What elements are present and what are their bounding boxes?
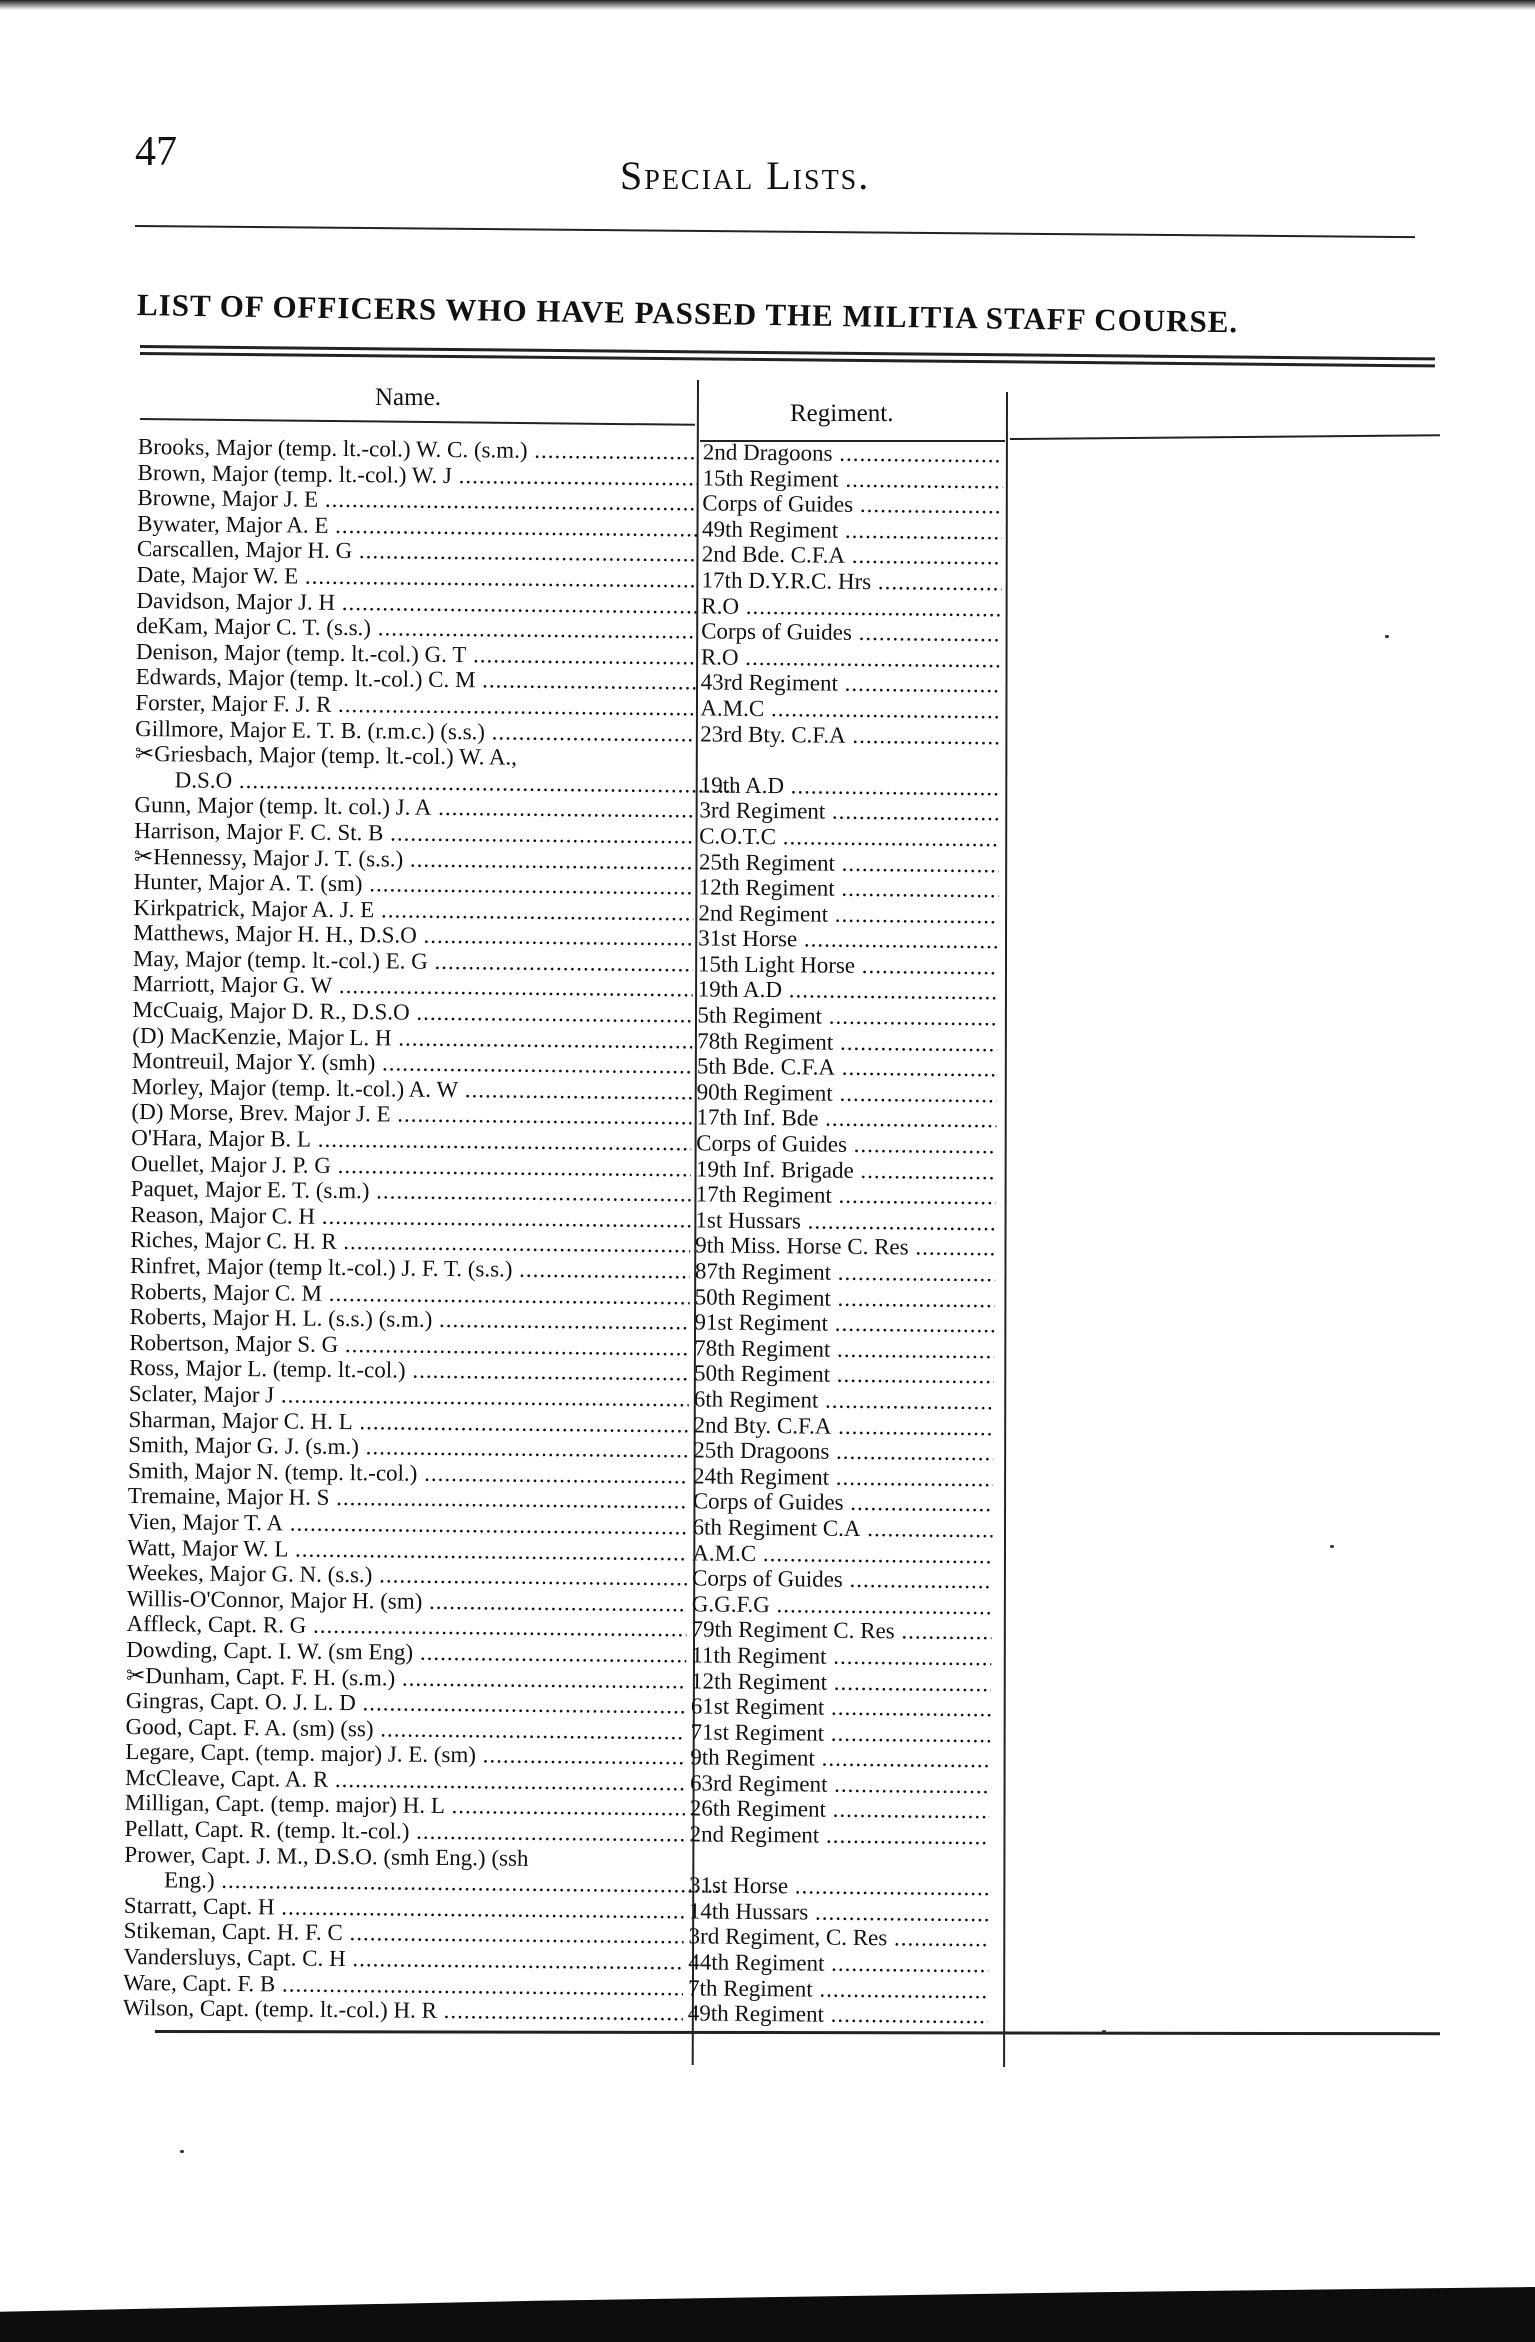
regiment-cell: 61st Regiment .....	[691, 1693, 991, 1721]
scan-speck	[180, 2150, 184, 2153]
officer-name-cell: Ross, Major L. (temp. lt.-col.) .....	[129, 1355, 689, 1386]
regiment-cell: 78th Regiment .....	[694, 1335, 994, 1363]
regiment-cell: R.O .....	[701, 644, 1001, 672]
regiment-cell: 2nd Bde. C.F.A .....	[702, 542, 1002, 570]
regiment-cell: 2nd Bty. C.F.A .....	[693, 1412, 993, 1440]
officer-name-cell: Good, Capt. F. A. (sm) (ss) .....	[125, 1714, 685, 1745]
officer-name-cell: Weekes, Major G. N. (s.s.) .....	[127, 1560, 687, 1591]
regiment-cell: 1st Hussars .....	[695, 1207, 995, 1235]
officer-name-cell: Legare, Capt. (temp. major) J. E. (sm) .....	[125, 1739, 685, 1770]
officer-name-cell: deKam, Major C. T. (s.s.) .....	[136, 613, 696, 644]
officer-name-cell: Smith, Major G. J. (s.m.) .....	[128, 1432, 688, 1463]
officer-name-cell: Marriott, Major G. W .....	[133, 971, 693, 1002]
regiment-cell: 26th Regiment .....	[690, 1796, 990, 1824]
regiment-cell: 7th Regiment .....	[688, 1975, 988, 2003]
regiment-cell: 24th Regiment .....	[693, 1463, 993, 1491]
officer-name-cell: O'Hara, Major B. L .....	[131, 1125, 691, 1156]
officer-name-cell: Gingras, Capt. O. J. L. D .....	[126, 1688, 686, 1719]
officer-name-cell: Gunn, Major (temp. lt. col.) J. A .....	[134, 792, 694, 823]
officer-name-cell: Robertson, Major S. G .....	[129, 1330, 689, 1361]
officer-name-cell: Morley, Major (temp. lt.-col.) A. W .....	[132, 1074, 692, 1105]
name-header-rule	[140, 418, 695, 426]
officer-name-cell: May, Major (temp. lt.-col.) E. G .....	[133, 946, 693, 977]
officer-name-cell: Vandersluys, Capt. C. H .....	[123, 1944, 683, 1975]
bottom-rule	[155, 2030, 1440, 2035]
regiment-cell: 23rd Bty. C.F.A .....	[700, 721, 1000, 749]
officers-table	[123, 434, 1008, 2029]
officer-name-cell: Hunter, Major A. T. (sm) .....	[134, 869, 694, 900]
regiment-cell: 6th Regiment C.A .....	[692, 1514, 992, 1542]
regiment-cell: 12th Regiment .....	[691, 1668, 991, 1696]
regiment-cell: 17th D.Y.R.C. Hrs .....	[701, 567, 1001, 595]
officer-name-cell: Vien, Major T. A .....	[127, 1509, 687, 1540]
officer-name-cell: ✂Hennessy, Major J. T. (s.s.) .....	[134, 843, 694, 874]
officer-name-cell: Brooks, Major (temp. lt.-col.) W. C. (s.m.) .....	[138, 434, 698, 465]
officer-name-cell: Paquet, Major E. T. (s.m.) .....	[131, 1176, 691, 1207]
regiment-cell: 14th Hussars .....	[689, 1898, 989, 1926]
regiment-cell: 19th A.D .....	[698, 977, 998, 1005]
regiment-cell: 15th Light Horse .....	[698, 951, 998, 979]
officer-name-cell: Riches, Major C. H. R .....	[130, 1227, 690, 1258]
regiment-cell: 87th Regiment .....	[695, 1258, 995, 1286]
officer-name-cell: Roberts, Major H. L. (s.s.) (s.m.) .....	[129, 1304, 689, 1335]
regiment-cell: A.M.C .....	[692, 1540, 992, 1568]
regiment-cell: 3rd Regiment .....	[699, 798, 999, 826]
officer-name-cell: Smith, Major N. (temp. lt.-col.) .....	[128, 1458, 688, 1489]
title-double-rule	[140, 345, 1435, 367]
regiment-cell: 9th Miss. Horse C. Res .....	[695, 1233, 995, 1261]
officer-name-cell: Denison, Major (temp. lt.-col.) G. T .....	[136, 639, 696, 670]
officer-name-cell: Edwards, Major (temp. lt.-col.) C. M .....	[136, 664, 696, 695]
regiment-cell: Corps of Guides .....	[696, 1130, 996, 1158]
regiment-cell: 12th Regiment .....	[699, 874, 999, 902]
officer-name-cell: Forster, Major F. J. R .....	[135, 690, 695, 721]
regiment-cell: 15th Regiment .....	[702, 465, 1002, 493]
regiment-cell: 17th Regiment .....	[696, 1182, 996, 1210]
officer-name-cell: Prower, Capt. J. M., D.S.O. (smh Eng.) (ssh	[124, 1841, 529, 1871]
regiment-cell: 90th Regiment .....	[697, 1079, 997, 1107]
officer-name-cell: (D) Morse, Brev. Major J. E .....	[131, 1099, 691, 1130]
officer-name-cell: Date, Major W. E .....	[137, 562, 697, 593]
regiment-cell: 31st Horse .....	[689, 1873, 989, 1901]
officer-name-cell: Wilson, Capt. (temp. lt.-col.) H. R .....	[123, 1995, 683, 2026]
regiment-cell: 79th Regiment C. Res .....	[691, 1617, 991, 1645]
regiment-cell: G.G.F.G .....	[692, 1591, 992, 1619]
officer-name-cell: ✂Dunham, Capt. F. H. (s.m.) .....	[126, 1662, 686, 1693]
regiment-cell: Corps of Guides .....	[693, 1489, 993, 1517]
officer-name-cell: Kirkpatrick, Major A. J. E .....	[133, 895, 693, 926]
officer-name-cell: Ouellet, Major J. P. G .....	[131, 1151, 691, 1182]
list-title: LIST OF OFFICERS WHO HAVE PASSED THE MILITIA STAFF COURSE.	[136, 287, 1239, 340]
regiment-cell: R.O .....	[701, 593, 1001, 621]
officer-name-cell: Starratt, Capt. H .....	[124, 1893, 684, 1924]
blank-column-header-rule	[1010, 434, 1440, 440]
regiment-cell: 91st Regiment .....	[694, 1310, 994, 1338]
officer-name-cell: Bywater, Major A. E .....	[137, 511, 697, 542]
regiment-cell: 49th Regiment .....	[688, 2001, 988, 2029]
officer-name-cell: McCuaig, Major D. R., D.S.O .....	[132, 997, 692, 1028]
scan-speck	[1330, 1545, 1334, 1548]
regiment-cell: 49th Regiment .....	[702, 516, 1002, 544]
regiment-cell: 71st Regiment .....	[690, 1719, 990, 1747]
regiment-cell: 5th Regiment .....	[697, 1002, 997, 1030]
regiment-cell: 9th Regiment .....	[690, 1745, 990, 1773]
regiment-cell: 19th Inf. Brigade .....	[696, 1156, 996, 1184]
top-rule	[135, 225, 1415, 238]
scan-edge-top	[0, 0, 1535, 10]
regiment-cell: 2nd Regiment .....	[698, 900, 998, 928]
scan-speck	[1102, 2030, 1106, 2033]
officer-name-cell: Stikeman, Capt. H. F. C .....	[124, 1918, 684, 1949]
regiment-cell: 11th Regiment .....	[691, 1642, 991, 1670]
regiment-cell: Corps of Guides .....	[702, 491, 1002, 519]
regiment-cell: 3rd Regiment, C. Res .....	[688, 1924, 988, 1952]
regiment-cell: 19th A.D .....	[700, 772, 1000, 800]
regiment-cell: 2nd Regiment .....	[689, 1821, 989, 1849]
officer-name-cell: ✂Griesbach, Major (temp. lt.-col.) W. A.,	[134, 741, 518, 770]
officer-name-cell: Davidson, Major J. H .....	[136, 588, 696, 619]
regiment-cell: Corps of Guides .....	[701, 619, 1001, 647]
officer-name-cell: Rinfret, Major (temp lt.-col.) J. F. T. (s.s.) .....	[130, 1253, 690, 1284]
running-head: Special Lists.	[620, 153, 871, 198]
officer-name-cell: Sclater, Major J .....	[129, 1381, 689, 1412]
officer-name-cell: Roberts, Major C. M .....	[130, 1279, 690, 1310]
officer-name-cell: Carscallen, Major H. G .....	[137, 536, 697, 567]
regiment-cell: 63rd Regiment .....	[690, 1770, 990, 1798]
regiment-cell: 25th Regiment .....	[699, 849, 999, 877]
regiment-cell: 2nd Dragoons .....	[703, 439, 1003, 467]
officer-name-cell: Browne, Major J. E .....	[137, 485, 697, 516]
regiment-cell: 17th Inf. Bde .....	[696, 1105, 996, 1133]
regiment-cell: 43rd Regiment .....	[701, 670, 1001, 698]
regiment-cell: 50th Regiment .....	[695, 1284, 995, 1312]
regiment-cell: Corps of Guides .....	[692, 1565, 992, 1593]
regiment-cell: 44th Regiment .....	[688, 1949, 988, 1977]
officer-name-cell: (D) MacKenzie, Major L. H .....	[132, 1023, 692, 1054]
name-column-header: Name.	[375, 384, 441, 411]
officer-name-cell: Sharman, Major C. H. L .....	[128, 1407, 688, 1438]
regiment-cell: 5th Bde. C.F.A .....	[697, 1054, 997, 1082]
regiment-cell: C.O.T.C .....	[699, 823, 999, 851]
page-number: 47	[135, 129, 177, 175]
scan-edge-bottom	[0, 2287, 1535, 2342]
officer-name-cell: Ware, Capt. F. B .....	[123, 1970, 683, 2001]
regiment-cell: 25th Dragoons .....	[693, 1438, 993, 1466]
officer-name-cell: Watt, Major W. L .....	[127, 1534, 687, 1565]
officer-name-cell: Matthews, Major H. H., D.S.O .....	[133, 920, 693, 951]
officer-name-cell: McCleave, Capt. A. R .....	[125, 1765, 685, 1796]
regiment-cell: A.M.C .....	[700, 695, 1000, 723]
officer-name-cell: Eng.) .....	[124, 1867, 724, 1898]
officer-name-cell: Willis-O'Connor, Major H. (sm) .....	[127, 1586, 687, 1617]
scan-speck	[1385, 635, 1389, 638]
officer-name-cell: Tremaine, Major H. S .....	[128, 1483, 688, 1514]
officer-name-cell: Gillmore, Major E. T. B. (r.m.c.) (s.s.) .....	[135, 716, 695, 747]
officer-name-cell: Affleck, Capt. R. G .....	[126, 1611, 686, 1642]
regiment-cell: 50th Regiment .....	[694, 1361, 994, 1389]
officer-name-cell: D.S.O .....	[135, 767, 735, 798]
officer-name-cell: Reason, Major C. H .....	[130, 1202, 690, 1233]
regiment-cell: 6th Regiment .....	[694, 1386, 994, 1414]
officer-name-cell: Montreuil, Major Y. (smh) .....	[132, 1048, 692, 1079]
regiment-column-header: Regiment.	[790, 400, 894, 427]
officer-name-cell: Harrison, Major F. C. St. B .....	[134, 818, 694, 849]
officer-name-cell: Pellatt, Capt. R. (temp. lt.-col.) .....	[124, 1816, 684, 1847]
officer-name-cell: Dowding, Capt. I. W. (sm Eng) .....	[126, 1637, 686, 1668]
regiment-cell: 31st Horse .....	[698, 926, 998, 954]
officer-name-cell: Brown, Major (temp. lt.-col.) W. J .....	[138, 460, 698, 491]
officer-name-cell: Milligan, Capt. (temp. major) H. L .....	[125, 1790, 685, 1821]
regiment-cell: 78th Regiment .....	[697, 1028, 997, 1056]
